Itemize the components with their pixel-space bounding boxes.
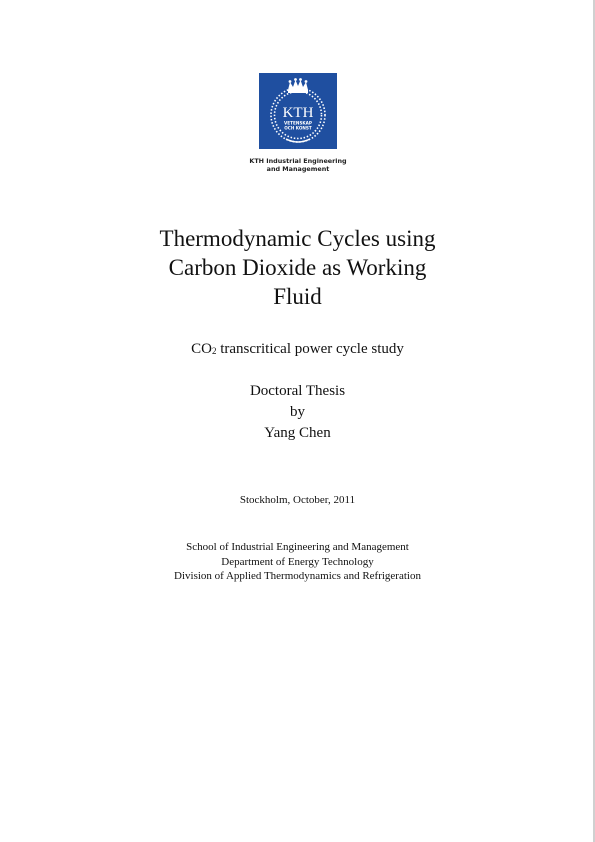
logo-caption-line1: KTH Industrial Engineering — [249, 157, 347, 165]
logo-motto-line2: OCH KONST — [284, 125, 312, 131]
kth-logo — [259, 73, 337, 149]
thesis-author: Yang Chen — [264, 425, 331, 441]
thesis-by: by — [290, 404, 305, 420]
subtitle-subscript: 2 — [211, 346, 217, 356]
subtitle-rest: transcritical power cycle study — [216, 341, 404, 357]
logo-caption-line2: and Management — [266, 165, 330, 173]
affiliation — [60, 540, 535, 584]
kth-emblem-icon — [259, 73, 337, 149]
affiliation-school: School of Industrial Engineering and Management — [186, 541, 409, 553]
thesis-title — [60, 224, 535, 311]
title-line1: Thermodynamic Cycles using — [159, 226, 436, 251]
place-date: Stockholm, October, 2011 — [239, 494, 356, 506]
logo-caption — [200, 157, 396, 173]
affiliation-division: Division of Applied Thermodynamics and Refrigeration — [174, 570, 421, 582]
title-line2: Carbon Dioxide as Working — [168, 255, 427, 280]
title-line3: Fluid — [273, 284, 322, 309]
logo-motto-line1: VETENSKAP — [284, 120, 312, 126]
affiliation-department: Department of Energy Technology — [221, 555, 374, 568]
subtitle-prefix: CO — [191, 341, 212, 357]
thesis-type: Doctoral Thesis — [249, 383, 346, 399]
thesis-subtitle — [60, 339, 535, 361]
logo-wordmark: KTH — [282, 105, 314, 121]
thesis-info — [60, 381, 535, 444]
